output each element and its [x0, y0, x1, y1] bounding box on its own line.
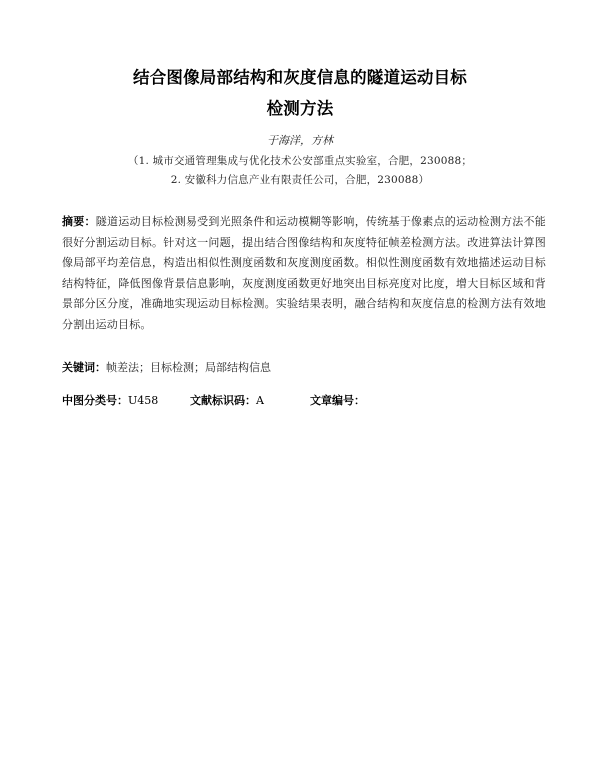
article-no-field — [310, 392, 365, 408]
clc-label: 中图分类号： — [62, 394, 128, 407]
doc-code-label: 文献标识码： — [190, 394, 256, 407]
keywords-label: 关键词： — [62, 361, 106, 374]
affiliation-2: 2. 安徽科力信息产业有限责任公司，合肥，230088） — [170, 174, 430, 186]
classification-line — [62, 392, 546, 408]
doc-code-field — [190, 392, 310, 408]
authors: 于海洋，方林 — [267, 134, 333, 147]
keywords-text: 帧差法；目标检测；局部结构信息 — [106, 361, 271, 374]
paper-title-line-1: 结合图像局部结构和灰度信息的隧道运动目标 — [133, 68, 467, 87]
keywords — [62, 359, 546, 375]
article-no-label: 文章编号： — [310, 394, 365, 407]
clc-field — [62, 392, 190, 408]
abstract — [62, 212, 546, 335]
clc-value: U458 — [128, 394, 159, 407]
doc-code-value: A — [256, 394, 264, 407]
affiliation-1: （1. 城市交通管理集成与优化技术公安部重点实验室，合肥，230088； — [127, 155, 473, 167]
abstract-label: 摘要： — [62, 215, 96, 228]
paper-title-line-2: 检测方法 — [266, 99, 334, 118]
abstract-text: 隧道运动目标检测易受到光照条件和运动模糊等影响，传统基于像素点的运动检测方法不能很好分割运动目标。针对这一问题，提出结合图像结构和灰度特征帧差检测方法。改进算法计算图像局部平均差信息，构造出相似性测度函数和灰度测度函数。相似性测度函数有效地描述运动目标结构特征，降低图像背景信息影响，灰度测度函数更好地突出目标亮度对比度，增大目标区域和背景部分区分度，准确地实现运动目标检测。实验结果表明，融合结构和灰度信息的检测方法有效地分割出运动目标。 — [62, 215, 546, 331]
